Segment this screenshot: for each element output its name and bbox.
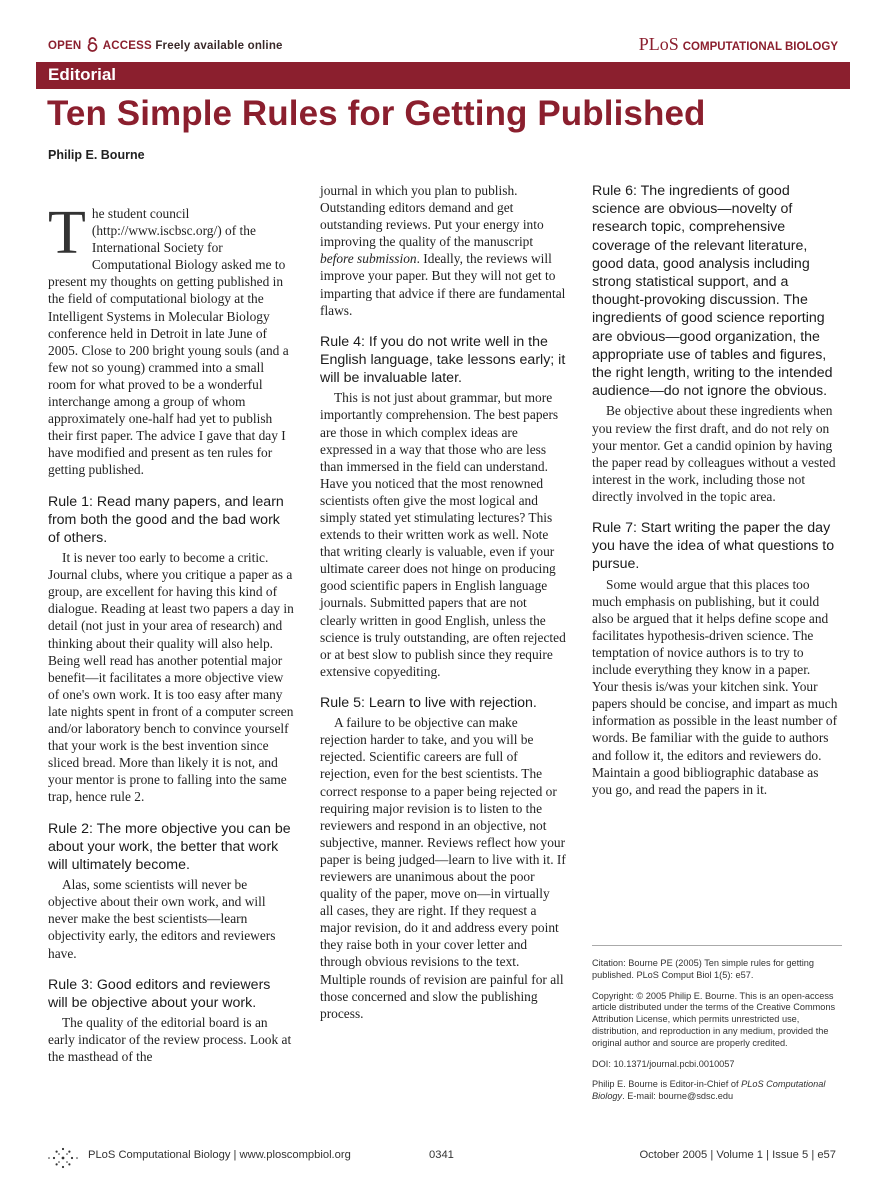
article-title: Ten Simple Rules for Getting Published [47, 94, 706, 133]
rule-2-body: Alas, some scientists will never be objective about their own work, and will never make the best scientists—learn objectivity early, the editors and reviewers have. [48, 877, 276, 961]
column-2 [320, 182, 566, 1022]
doi-text: DOI: 10.1371/journal.pcbi.0010057 [592, 1058, 735, 1069]
rule-2-heading: Rule 2: The more objective you can be about your work, the better that work will ultimately become. [48, 820, 291, 873]
rule-3-heading: Rule 3: Good editors and reviewers will be objective about your work. [48, 976, 271, 1011]
plos-logo-text: PLoS [638, 34, 679, 54]
journal-name: COMPUTATIONAL BIOLOGY [682, 41, 838, 53]
page-footer [0, 1140, 892, 1174]
journal-header [0, 0, 892, 60]
page-number: 0341 [429, 1149, 454, 1161]
open-access-badge [48, 37, 283, 52]
column-3 [592, 182, 838, 798]
issue-info: October 2005 | Volume 1 | Issue 5 | e57 [639, 1149, 836, 1161]
rule-1-body: It is never too early to become a critic. Journal clubs, where you critique a paper as a group, are excellent for having this kind of dialogue. Reading at least two papers a day in detail (not just in your area of research) and thinking about their quality will also help. Being well read has another potential major benefit—it facilitates a more objective view of one's own work. It is too easy after many late nights spent in front of a computer screen and/or laboratory bench to convince yourself that your work is the best invention since sliced bread. More than likely it is not, and your mentor is prone to falling into the same trap, hence rule 2. [48, 550, 294, 805]
rule-6-body: Be objective about these ingredients when you review the first draft, and do not rely on your mentor. Get a candid opinion by having the paper read by colleagues without a vested interest in the work, including those not directly involved in the topic area. [592, 403, 836, 504]
rule-6-heading: Rule 6: The ingredients of good science are obvious—novelty of research topic, comprehensive coverage of the relevant literature, good data, good analysis including strong statistical support, and a thought-provoking discussion. The ingredients of good science reporting are obvious—good organization, the appropriate use of tables and figures, the right length, writing to the intended audience—do not ignore the obvious. [592, 183, 833, 400]
column-1 [48, 199, 294, 1065]
access-label: ACCESS [102, 40, 152, 52]
rule-5-body: A failure to be objective can make rejection harder to take, and you will be rejected. Scientific careers are full of rejection, even for the best scientists. The correct response to a paper being rejected or requiring major revision is to listen to the reviewers and respond in an objective, not subjective, manner. Reviews reflect how your paper is being judged—learn to live with it. If reviewers are unanimous about the poor quality of the paper, move on—in virtually all cases, they are right. If they request a major revision, do it and address every point they raise both in your cover letter and through obvious revisions to the text. Multiple rounds of revision are painful for all those concerned and slow the publishing process. [320, 715, 566, 1021]
intro-paragraph [48, 199, 294, 479]
article-author: Philip E. Bourne [48, 148, 145, 162]
drop-cap: T [48, 199, 86, 267]
emphasis: before submission [320, 251, 417, 267]
rule-4-body: This is not just about grammar, but more importantly comprehension. The best papers are those in which complex ideas are expressed in a way that those who are less than immersed in the field can understand. Have you noticed that the most renowned scientists often give the most logical and simply stated yet stimulating lectures? This extends to their written work as well. Note that writing clearly is valuable, even if your ultimate career does not hinge on producing good scientific papers in English language journals. Submitted papers that are not clearly written in good English, unless the science is truly outstanding, are often rejected or at best slow to publish since they require extensive copyediting. [320, 390, 566, 679]
section-bar [36, 62, 850, 89]
rule-3-body-continued: journal in which you plan to publish. Outstanding editors demand and get outstanding reviews. Put your energy into improving the quality of the manuscript before submission. Ideally, the reviews will improve your paper. But they will not get to imparting that advice if there are fundamental flaws. [320, 183, 566, 318]
rule-3-body: The quality of the editorial board is an early indicator of the review process. Look at the masthead of the [48, 1015, 292, 1065]
rule-7-body: Some would argue that this places too much emphasis on publishing, but it could also be argued that it helps define scope and facilitates hypothesis-driven science. The temptation of novice authors is to try to include everything they know in a paper. Your thesis is/was your kitchen sink. Your papers should be concise, and impart as much information as possible in the least number of words. Be familiar with the guide to authors and follow it, the editors and reviewers do. Maintain a good bibliographic database as you go, and read the papers in it. [592, 576, 838, 797]
open-label: OPEN [48, 40, 82, 52]
open-lock-icon [87, 37, 98, 52]
rule-4-heading: Rule 4: If you do not write well in the English language, take lessons early; it will be invaluable later. [320, 333, 566, 387]
citation-text: Citation: Bourne PE (2005) Ten simple rules for getting published. PLoS Comput Biol 1(5): e57. [592, 958, 814, 980]
plos-sun-logo-icon [46, 1146, 80, 1170]
rule-1-heading: Rule 1: Read many papers, and learn from both the good and the bad work of others. [48, 493, 284, 546]
citation-box [592, 945, 842, 1112]
footer-journal: PLoS Computational Biology | www.ploscompbiol.org [88, 1149, 351, 1161]
rule-7-heading: Rule 7: Start writing the paper the day you have the idea of what questions to pursue. [592, 520, 835, 573]
editor-note: Philip E. Bourne is Editor-in-Chief of PLoS Computational Biology. E-mail: bourne@sdsc.edu [592, 1079, 826, 1102]
section-label: Editorial [48, 65, 117, 84]
free-online-label: Freely available online [155, 40, 283, 52]
rule-5-heading: Rule 5: Learn to live with rejection. [320, 694, 537, 711]
copyright-text: Copyright: © 2005 Philip E. Bourne. This is an open-access article distributed under the terms of the Creative Commons Attribution License, which permits unrestricted use, distribution, and reproduction in any medium, provided the original author and source are properly credited. [592, 990, 836, 1048]
journal-brand [639, 34, 838, 55]
intro-text: he student council (http://www.iscbsc.org/) of the International Society for Computational Biology asked me to present my thoughts on getting published in the field of computational biology at the Intelligent Systems in Molecular Biology conference held in Detroit in late June of 2005. Close to 200 bright young souls (and a few not so young) crammed into a small room for what proved to be a wonderful interchange among a group of whom approximately one-half had yet to publish their first paper. The advice I gave that day I have modified and present as ten rules for getting published. [48, 206, 289, 478]
